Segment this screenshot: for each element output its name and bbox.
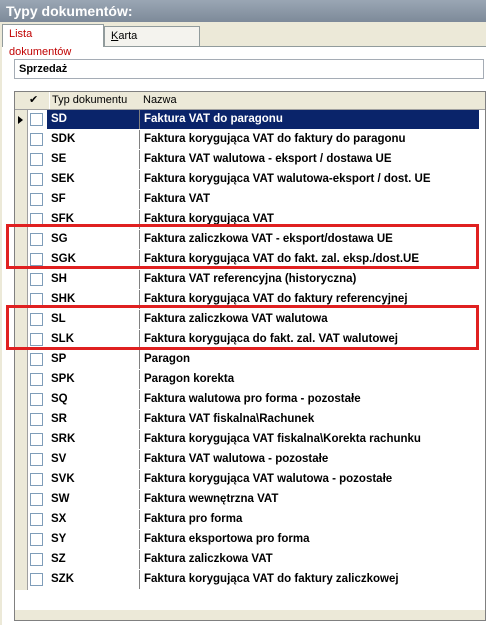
row-code: SHK [51,293,76,305]
row-code: SPK [51,373,75,385]
row-checkbox[interactable] [30,493,43,506]
row-code: SW [51,493,70,505]
row-indicator[interactable] [15,530,28,550]
grid-header [15,92,485,110]
row-checkbox[interactable] [30,553,43,566]
row-indicator[interactable] [15,550,28,570]
row-checkbox[interactable] [30,193,43,206]
row-code: SRK [51,433,76,445]
row-checkbox[interactable] [30,133,43,146]
row-name: Faktura korygująca VAT fiskalna\Korekta rachunku [139,430,479,449]
table-row[interactable] [15,110,485,130]
row-name: Faktura VAT walutowa - eksport / dostawa UE [139,150,479,169]
window-title: Typy dokumentów: [0,0,486,22]
row-indicator[interactable] [15,270,28,290]
row-checkbox[interactable] [30,433,43,446]
row-checkbox[interactable] [30,373,43,386]
row-indicator[interactable] [15,450,28,470]
row-name: Faktura korygująca VAT do faktury zaliczkowej [139,570,479,589]
row-code: SZK [51,573,74,585]
row-code: SEK [51,173,75,185]
table-row[interactable] [15,450,485,470]
row-code: SP [51,353,67,365]
row-name: Faktura korygująca VAT do faktury referencyjnej [139,290,479,309]
row-code: SD [47,110,139,129]
row-name: Faktura korygująca VAT [139,210,479,229]
row-code: SZ [51,553,66,565]
horizontal-scrollbar[interactable] [15,610,485,620]
row-code: SX [51,513,67,525]
document-filter-field[interactable]: Sprzedaż [14,59,484,79]
row-code: SDK [51,133,76,145]
table-row[interactable] [15,190,485,210]
row-name: Paragon korekta [139,370,479,389]
row-name: Faktura VAT [139,190,479,209]
row-code: SVK [51,473,75,485]
row-checkbox[interactable] [30,353,43,366]
row-checkbox[interactable] [30,153,43,166]
row-name: Faktura walutowa pro forma - pozostałe [139,390,479,409]
row-checkbox[interactable] [30,513,43,526]
row-name: Faktura eksportowa pro forma [139,530,479,549]
highlight-box-sl [6,305,479,350]
table-row[interactable] [15,270,485,290]
row-checkbox[interactable] [30,533,43,546]
row-name: Faktura korygująca VAT do fakt. zal. eksp./dost.UE [139,250,479,269]
row-indicator[interactable] [15,510,28,530]
row-name: Faktura VAT walutowa - pozostałe [139,450,479,469]
row-checkbox[interactable] [30,273,43,286]
row-indicator[interactable] [15,130,28,150]
row-indicator[interactable] [15,570,28,590]
column-header-check[interactable]: ✔ [29,94,39,106]
row-code: SLK [51,333,74,345]
row-name: Faktura VAT fiskalna\Rachunek [139,410,479,429]
row-indicator[interactable] [15,470,28,490]
tab-lista-dokumentow[interactable]: Lista dokumentów [2,24,104,47]
highlight-box-sg [6,224,479,269]
current-row-arrow-icon [18,116,23,124]
document-types-grid [14,91,486,621]
row-checkbox[interactable] [30,473,43,486]
row-name: Faktura wewnętrzna VAT [139,490,479,509]
table-row[interactable] [15,510,485,530]
row-indicator[interactable] [15,190,28,210]
row-code: SF [51,193,66,205]
row-indicator[interactable] [15,430,28,450]
row-code: SGK [51,253,76,265]
table-row[interactable] [15,390,485,410]
row-name: Faktura korygująca do fakt. zal. VAT walutowej [139,330,479,349]
row-code: SFK [51,213,74,225]
table-row[interactable] [15,570,485,590]
table-row[interactable] [15,470,485,490]
column-header-code[interactable]: Typ dokumentu [49,92,142,109]
row-name: Faktura zaliczkowa VAT - eksport/dostawa UE [139,230,479,249]
table-row[interactable] [15,430,485,450]
row-name: Faktura pro forma [139,510,479,529]
tab-karta-accesskey: K [111,30,119,42]
row-name: Faktura korygująca VAT walutowa - pozostałe [139,470,479,489]
table-row[interactable] [15,530,485,550]
column-header-name[interactable]: Nazwa [143,94,177,106]
row-name: Paragon [139,350,479,369]
row-name: Faktura zaliczkowa VAT [139,550,479,569]
row-code: SV [51,453,67,465]
row-name: Faktura VAT referencyjna (historyczna) [139,270,479,289]
row-indicator[interactable] [15,410,28,430]
table-row[interactable] [15,150,485,170]
row-checkbox[interactable] [30,413,43,426]
row-checkbox[interactable] [30,573,43,586]
row-indicator[interactable] [15,170,28,190]
row-name: Faktura korygująca VAT walutowa-eksport / dost. UE [139,170,479,189]
row-code: SL [51,313,66,325]
row-checkbox[interactable] [30,453,43,466]
row-name: Faktura VAT do paragonu [139,110,479,129]
table-row[interactable] [15,170,485,190]
tab-karta-label: arta [118,30,138,42]
tab-karta-dokumentu[interactable] [104,26,200,46]
table-row[interactable] [15,410,485,430]
row-name: Faktura zaliczkowa VAT walutowa [139,310,479,329]
row-code: SQ [51,393,68,405]
table-row[interactable] [15,550,485,570]
tab-panel [2,46,486,625]
row-indicator[interactable] [15,490,28,510]
table-row[interactable] [15,130,485,150]
row-code: SR [51,413,67,425]
tab-strip [0,24,486,58]
row-checkbox[interactable] [30,393,43,406]
row-indicator[interactable] [15,150,28,170]
row-checkbox[interactable] [30,113,43,126]
table-row[interactable] [15,350,485,370]
table-row[interactable] [15,370,485,390]
row-name: Faktura korygująca VAT do faktury do paragonu [139,130,479,149]
row-code: SE [51,153,67,165]
row-code: SG [51,233,68,245]
row-code: SY [51,533,67,545]
row-indicator[interactable] [15,350,28,370]
row-code: SH [51,273,67,285]
row-checkbox[interactable] [30,173,43,186]
table-row[interactable] [15,490,485,510]
row-indicator[interactable] [15,370,28,390]
row-indicator[interactable] [15,110,28,130]
row-indicator[interactable] [15,390,28,410]
